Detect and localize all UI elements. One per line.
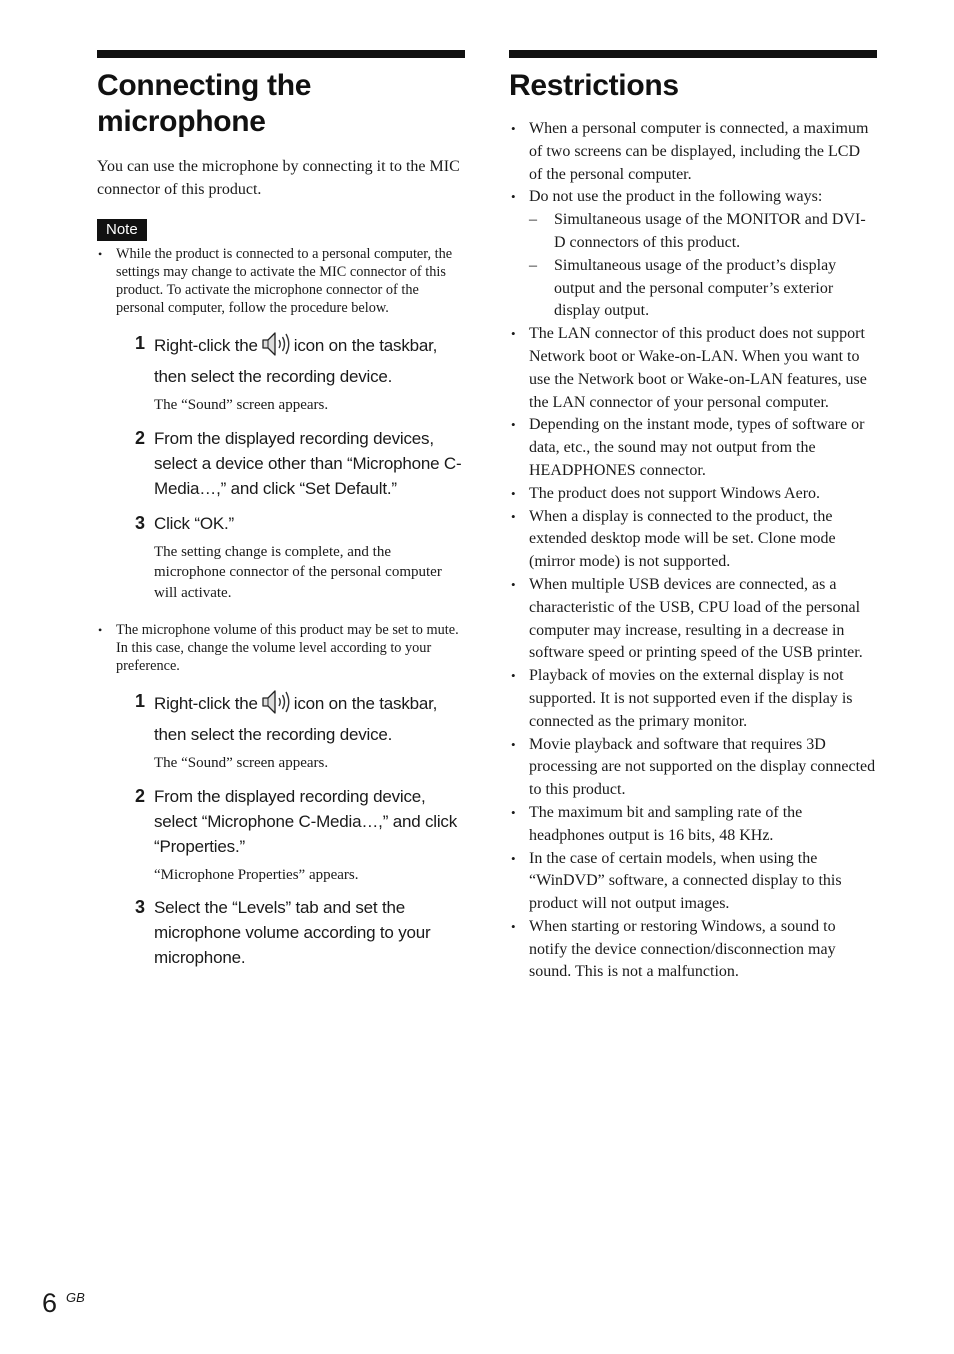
- procedure-steps: [135, 331, 465, 603]
- sub-item-text: Simultaneous usage of the MONITOR and DVI-D connectors of this product.: [554, 211, 866, 251]
- list-item: [509, 916, 877, 984]
- speaker-icon: [261, 689, 292, 722]
- step: [135, 331, 465, 416]
- bullet: •: [511, 850, 516, 866]
- section-rule: [509, 50, 877, 58]
- item-text: Movie playback and software that requires 3D processing are not supported on the display connected to this product.: [529, 735, 876, 799]
- section-title: Restrictions: [509, 69, 679, 102]
- bullet: •: [511, 576, 516, 592]
- item-text: When a personal computer is connected, a maximum of two screens can be displayed, including the LCD of the personal computer.: [529, 120, 869, 183]
- step-number: 2: [135, 785, 146, 806]
- bullet: •: [511, 804, 516, 820]
- sub-list-item: [529, 255, 877, 323]
- step: [135, 511, 465, 604]
- item-text: Do not use the product in the following ways:: [529, 188, 823, 206]
- step-instruction: [154, 331, 465, 389]
- list-item: [509, 186, 877, 323]
- bullet: •: [511, 485, 516, 501]
- bullet: •: [511, 918, 516, 934]
- item-text: The LAN connector of this product does not support Network boot or Wake-on-LAN. When you want to use the Network boot or Wake-on-LAN features, use the LAN connector of your personal computer.: [529, 325, 867, 411]
- step-result: The “Sound” screen appears.: [154, 755, 329, 771]
- intro-paragraph: You can use the microphone by connecting it to the MIC connector of this product.: [97, 158, 460, 198]
- section-rule: [97, 50, 465, 58]
- step-number: 1: [135, 333, 146, 353]
- bullet: •: [98, 247, 103, 261]
- sub-item-text: Simultaneous usage of the product’s display output and the personal computer’s exterior display output.: [554, 256, 837, 320]
- step-instruction: From the displayed recording devices, select a device other than “Microphone C-Media…,” and click “Set Default.”: [154, 428, 462, 498]
- item-text: When a display is connected to the product, the extended desktop mode will be set. Clone mode (mirror mode) is not supported.: [529, 507, 836, 571]
- step-instruction: From the displayed recording device, select “Microphone C-Media…,” and click “Properties.”: [154, 786, 458, 856]
- list-item: [509, 848, 877, 916]
- item-text: The maximum bit and sampling rate of the headphones output is 16 bits, 48 KHz.: [529, 803, 803, 844]
- bullet: •: [511, 508, 516, 524]
- step-number: 2: [135, 427, 146, 448]
- step: [135, 689, 465, 774]
- note-item: [97, 621, 465, 675]
- bullet: •: [511, 326, 516, 342]
- dash-marker: –: [529, 211, 537, 229]
- step-text-after: icon on the taskbar, then select the recording device.: [154, 694, 438, 744]
- bullet: •: [511, 121, 516, 136]
- note-item: [97, 245, 465, 317]
- step-text-before: Right-click the: [154, 336, 258, 355]
- item-text: The product does not support Windows Aero.: [529, 484, 821, 502]
- bullet: •: [511, 417, 516, 433]
- item-text: When starting or restoring Windows, a sound to notify the device connection/disconnection may sound. This is not a malfunction.: [529, 917, 836, 981]
- note-text: While the product is connected to a personal computer, the settings may change to activate the MIC connector of this product. To activate the microphone connector of the personal computer, follow the procedure below.: [116, 246, 453, 316]
- page-language-suffix: GB: [66, 1290, 85, 1305]
- step-number: 1: [135, 691, 146, 711]
- page-number: 6: [42, 1288, 58, 1318]
- list-item: [509, 506, 877, 574]
- list-item: [509, 323, 877, 414]
- step-result: The setting change is complete, and the microphone connector of the personal computer will activate.: [154, 543, 442, 601]
- bullet: •: [511, 668, 516, 684]
- step: [135, 426, 465, 501]
- dash-marker: –: [529, 256, 537, 274]
- note-text: The microphone volume of this product may be set to mute. In this case, change the volume level according to your preference.: [116, 622, 459, 674]
- step-result: “Microphone Properties” appears.: [154, 866, 359, 883]
- list-item: [509, 574, 877, 665]
- step-instruction: Click “OK.”: [154, 513, 234, 533]
- bullet: •: [98, 623, 103, 637]
- item-text: Depending on the instant mode, types of software or data, etc., the sound may not output from the HEADPHONES connector.: [529, 416, 865, 479]
- section-title: Connecting the microphone: [97, 69, 312, 138]
- list-item: [509, 802, 877, 848]
- left-column: [97, 50, 465, 970]
- bullet: •: [511, 189, 516, 205]
- step-instruction: [154, 689, 465, 747]
- step-number: 3: [135, 897, 146, 917]
- step-text-after: icon on the taskbar, then select the recording device.: [154, 336, 438, 386]
- step: [135, 895, 465, 970]
- step-instruction: Select the “Levels” tab and set the microphone volume according to your microphone.: [154, 898, 431, 967]
- right-column: [509, 50, 877, 984]
- restrictions-list: [509, 118, 877, 984]
- item-text: Playback of movies on the external display is not supported. It is not supported even if the display is connected as the primary monitor.: [529, 667, 853, 730]
- list-item: [509, 734, 877, 802]
- list-item: [509, 118, 877, 186]
- bullet: •: [511, 736, 516, 752]
- item-text: In the case of certain models, when using the “WinDVD” software, a connected display to this product will not output images.: [529, 849, 842, 913]
- step-number: 3: [135, 512, 146, 533]
- step-result: The “Sound” screen appears.: [154, 397, 329, 413]
- step: [135, 784, 465, 886]
- step-text-before: Right-click the: [154, 694, 258, 713]
- note-label: Note: [97, 219, 147, 241]
- list-item: [509, 483, 877, 506]
- item-text: When multiple USB devices are connected, as a characteristic of the USB, CPU load of the personal computer may increase, resulting in a decrease in software speed or printing speed of the USB printer.: [529, 575, 863, 662]
- sub-list-item: [529, 209, 877, 255]
- list-item: [509, 665, 877, 733]
- speaker-icon: [261, 331, 292, 364]
- list-item: [509, 414, 877, 482]
- procedure-steps: [135, 689, 465, 970]
